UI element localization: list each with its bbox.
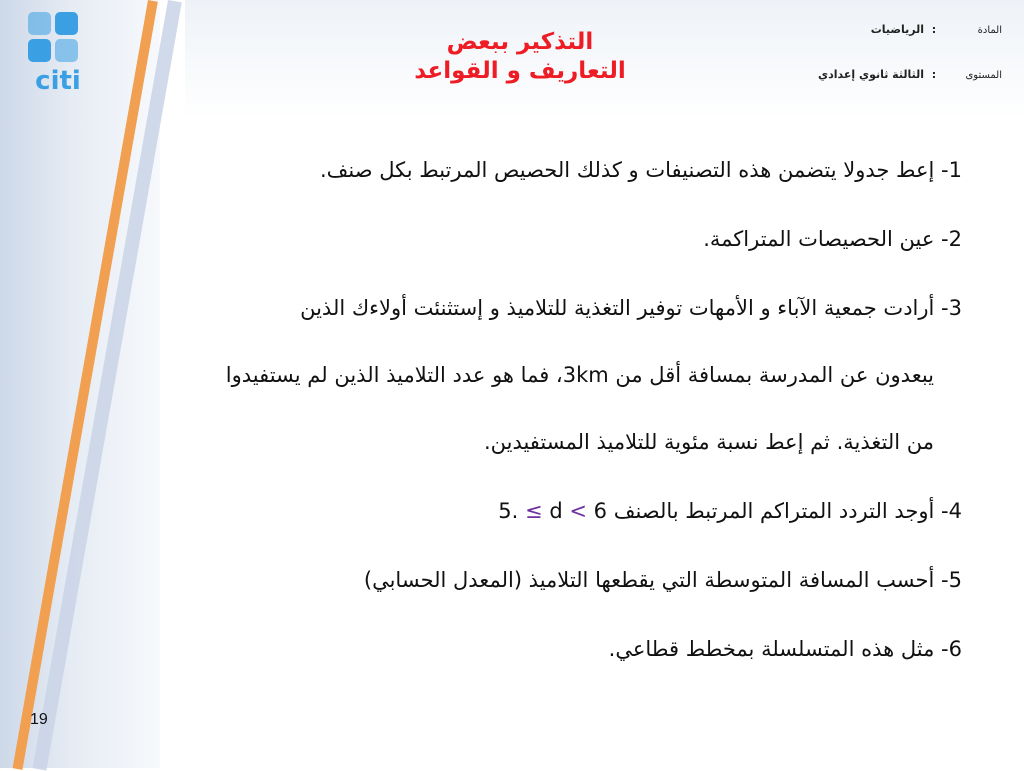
list-item bbox=[40, 153, 962, 188]
item-text: من التغذية. ثم إعط نسبة مئوية للتلاميذ المستفيدين. bbox=[483, 430, 934, 454]
item-number: 5- bbox=[941, 568, 962, 592]
item-text: إعط جدولا يتضمن هذه التصنيفات و كذلك الحصيص المرتبط بكل صنف. bbox=[319, 158, 935, 182]
item-text: مثل هذه المتسلسلة بمخطط قطاعي. bbox=[608, 637, 935, 661]
list-item bbox=[40, 632, 962, 667]
ineq-variable: d bbox=[549, 499, 563, 523]
logo-square-icon bbox=[28, 12, 51, 35]
level-row bbox=[702, 68, 1002, 81]
item-text: عين الحصيصات المتراكمة. bbox=[703, 227, 935, 251]
list-item bbox=[40, 291, 962, 460]
item-text: أحسب المسافة المتوسطة التي يقطعها التلاميذ (المعدل الحسابي) bbox=[363, 568, 935, 592]
page-number: 19 bbox=[30, 711, 48, 728]
slide-title: التذكير ببعض التعاريف و القواعد bbox=[414, 29, 626, 84]
item-text: أوجد التردد المتراكم المرتبط بالصنف bbox=[613, 499, 935, 523]
list-item bbox=[40, 563, 962, 598]
ineq-operator: < bbox=[569, 499, 587, 523]
list-item bbox=[40, 222, 962, 257]
level-label: المستوى bbox=[965, 70, 1002, 81]
citi-logo bbox=[28, 12, 88, 94]
item-text: ، فما هو عدد التلاميذ الذين لم يستفيدوا bbox=[225, 363, 563, 387]
subject-colon: : bbox=[931, 23, 937, 36]
ineq-lower: 5. bbox=[498, 499, 519, 523]
item-number: 6- bbox=[941, 637, 962, 661]
item-line bbox=[40, 291, 962, 326]
logo-square-icon bbox=[55, 39, 78, 62]
item-number: 2- bbox=[941, 227, 962, 251]
exercise-list bbox=[40, 153, 962, 701]
subject-row bbox=[702, 23, 1002, 36]
item-text: يبعدون عن المدرسة بمسافة أقل من bbox=[615, 363, 934, 387]
logo-square-icon bbox=[55, 12, 78, 35]
distance-value: 3km bbox=[562, 363, 609, 387]
inequality bbox=[498, 499, 607, 523]
ineq-operator: ≤ bbox=[525, 499, 543, 523]
item-text: أرادت جمعية الآباء و الأمهات توفير التغذية للتلاميذ و إستثنئت أولاءك الذين bbox=[300, 296, 935, 320]
item-number: 3- bbox=[941, 296, 962, 320]
item-line bbox=[40, 358, 934, 393]
list-item bbox=[40, 494, 962, 529]
item-line bbox=[40, 425, 934, 460]
logo-square-icon bbox=[28, 39, 51, 62]
subject-label: المادة bbox=[977, 25, 1002, 36]
item-number: 1- bbox=[941, 158, 962, 182]
subject-value: الرياضيات bbox=[870, 23, 924, 36]
level-value: الثالثة ثانوي إعدادي bbox=[818, 68, 924, 81]
item-number: 4- bbox=[941, 499, 962, 523]
ineq-upper: 6 bbox=[593, 499, 608, 523]
logo-text: citi bbox=[35, 66, 81, 96]
level-colon: : bbox=[931, 68, 937, 81]
